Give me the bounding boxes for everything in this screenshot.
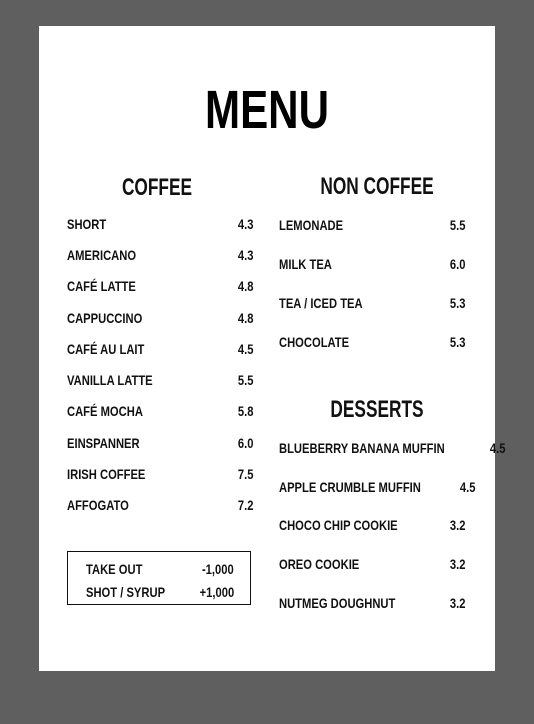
menu-title: MENU [204, 80, 330, 140]
option-name: SHOT / SYRUP [86, 584, 166, 600]
item-name: CHOCOLATE [279, 334, 350, 350]
coffee-item [67, 402, 253, 420]
item-price: 5.8 [237, 403, 253, 419]
item-price: 3.2 [449, 556, 465, 572]
dessert-item [279, 594, 465, 612]
coffee-item [67, 246, 253, 264]
item-name: MILK TEA [279, 256, 332, 272]
item-name: CAFÉ AU LAIT [67, 341, 145, 357]
item-name: VANILLA LATTE [67, 372, 153, 388]
non-coffee-item [279, 255, 465, 273]
option-price: +1,000 [199, 584, 234, 600]
option-name: TAKE OUT [86, 561, 143, 577]
item-price: 6.0 [237, 435, 253, 451]
non-coffee-item [279, 216, 465, 234]
menu-sheet [39, 26, 506, 671]
item-price: 4.3 [237, 216, 253, 232]
item-name: EINSPANNER [67, 435, 140, 451]
coffee-item [67, 277, 253, 295]
item-price: 6.0 [449, 256, 465, 272]
item-name: IRISH COFFEE [67, 466, 146, 482]
item-price: 4.5 [237, 341, 253, 357]
item-name: LEMONADE [279, 217, 344, 233]
item-name: CHOCO CHIP COOKIE [279, 517, 398, 533]
item-price: 4.3 [237, 247, 253, 263]
coffee-item [67, 465, 253, 483]
coffee-item [67, 371, 253, 389]
coffee-item [67, 496, 253, 514]
item-name: BLUEBERRY BANANA MUFFIN [279, 440, 445, 456]
dessert-item [279, 555, 465, 573]
coffee-item [67, 215, 253, 233]
coffee-item [67, 309, 253, 327]
option-price: -1,000 [202, 561, 234, 577]
item-price: 7.2 [237, 497, 253, 513]
item-price: 4.8 [237, 278, 253, 294]
item-price: 5.3 [449, 295, 465, 311]
item-price: 4.8 [237, 310, 253, 326]
item-price: 7.5 [237, 466, 253, 482]
item-price: 3.2 [449, 517, 465, 533]
item-name: AFFOGATO [67, 497, 129, 513]
non-coffee-item [279, 294, 465, 312]
item-price: 5.3 [449, 334, 465, 350]
item-price: 5.5 [237, 372, 253, 388]
item-name: SHORT [67, 216, 107, 232]
item-price: 5.5 [449, 217, 465, 233]
item-name: TEA / ICED TEA [279, 295, 363, 311]
item-price: 4.5 [460, 479, 476, 495]
dessert-item [279, 439, 506, 457]
options-box [67, 551, 251, 605]
non-coffee-heading: NON COFFEE [320, 173, 434, 200]
item-price: 3.2 [449, 595, 465, 611]
item-price: 4.5 [490, 440, 506, 456]
item-name: OREO COOKIE [279, 556, 360, 572]
non-coffee-item [279, 333, 465, 351]
coffee-item [67, 434, 253, 452]
desserts-heading: DESSERTS [330, 396, 424, 423]
option-row-take-out [86, 560, 234, 578]
item-name: APPLE CRUMBLE MUFFIN [279, 479, 421, 495]
coffee-heading: COFFEE [121, 174, 193, 201]
item-name: CAFÉ MOCHA [67, 403, 143, 419]
dessert-item [279, 478, 476, 496]
item-name: CAFÉ LATTE [67, 278, 136, 294]
item-name: AMERICANO [67, 247, 137, 263]
option-row-shot-syrup [86, 583, 234, 601]
item-name: NUTMEG DOUGHNUT [279, 595, 396, 611]
dessert-item [279, 516, 465, 534]
item-name: CAPPUCCINO [67, 310, 143, 326]
coffee-item [67, 340, 253, 358]
